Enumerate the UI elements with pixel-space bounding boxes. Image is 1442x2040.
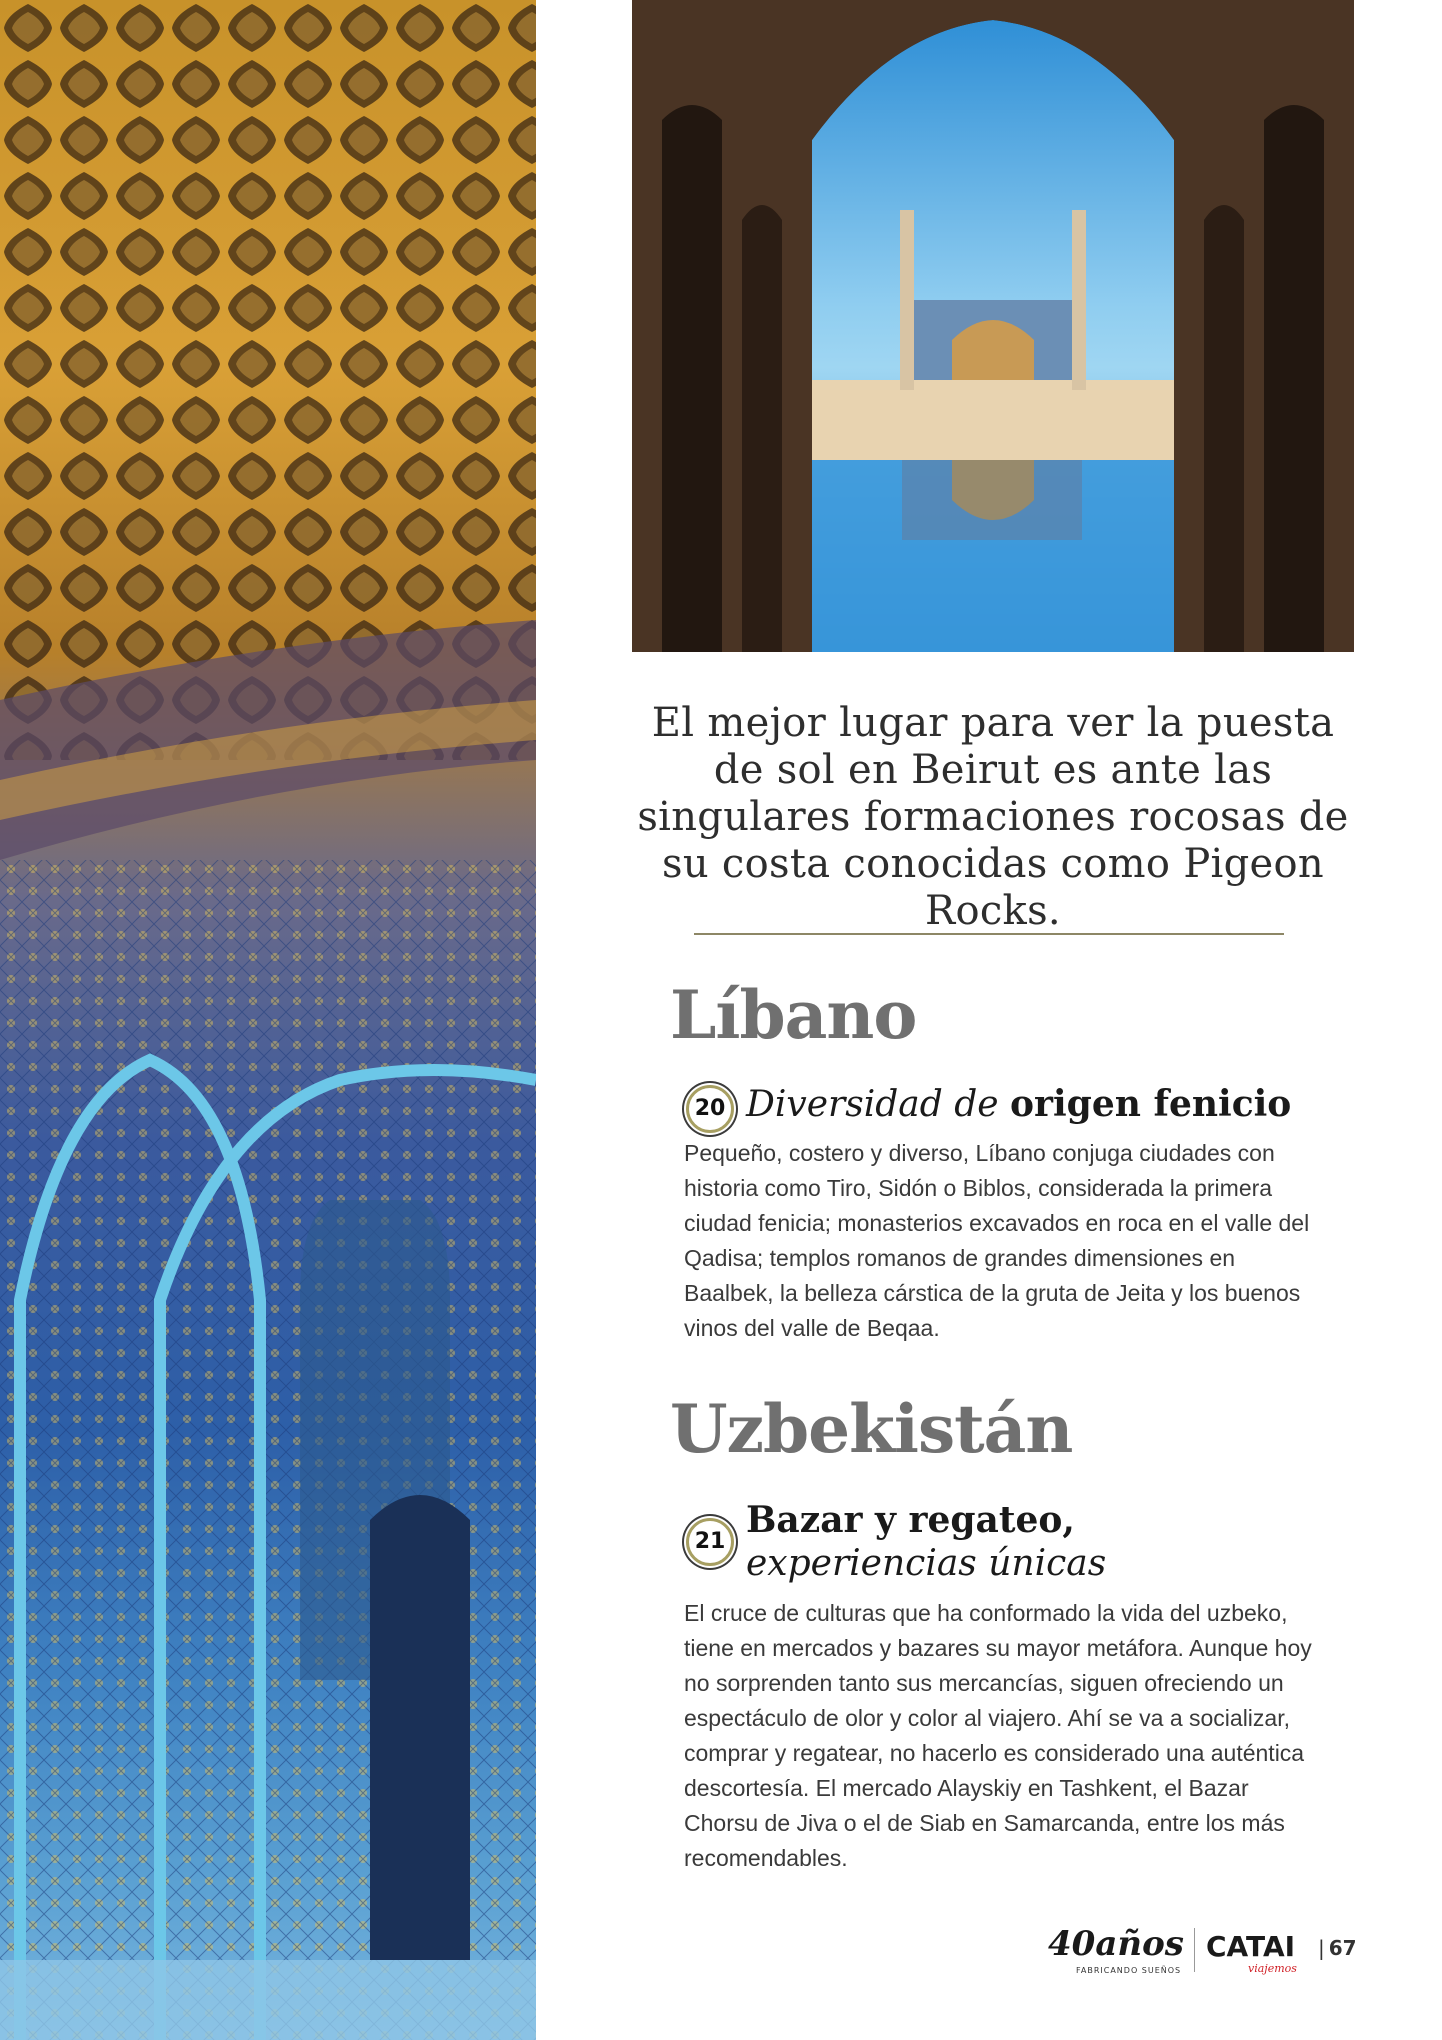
item-number-badge: 20 — [686, 1085, 734, 1133]
subtitle-italic: Diversidad de — [746, 1084, 999, 1125]
footer — [1048, 1924, 1368, 1984]
item-number-badge: 21 — [686, 1518, 734, 1566]
catai-logo: CATAI — [1206, 1930, 1296, 1963]
country-heading-uzbekistan: Uzbekistán — [670, 1390, 1073, 1468]
logo-separator — [1194, 1928, 1195, 1972]
mosque-arch-reflection-photo — [632, 0, 1354, 652]
subtitle-italic: experiencias únicas — [746, 1543, 1107, 1584]
section-subtitle — [746, 1498, 1106, 1586]
pull-quote: El mejor lugar para ver la puesta de sol en Beirut es ante las singulares formaciones rocosas de su costa conocidas como Pigeon Rocks. — [637, 700, 1349, 934]
page-number: | 67 — [1318, 1936, 1357, 1960]
country-heading-libano: Líbano — [670, 976, 917, 1054]
anniversary-tagline: FABRICANDO SUEÑOS — [1076, 1966, 1182, 1975]
section-body-text: El cruce de culturas que ha conformado la vida del uzbeko, tiene en mercados y bazares su mayor metáfora. Aunque hoy no sorprenden tanto sus mercancías, siguen ofreciendo un espectáculo de olor y color al viajero. Ahí se va a socializar, comprar y regatear, no hacerlo es considerado una auténtica descortesía. El mercado Alayskiy en Tashkent, el Bazar Chorsu de Jiva o el de Siab en Samarcanda, entre los más recomendables. — [684, 1600, 1312, 1871]
subtitle-bold: origen fenicio — [1010, 1083, 1292, 1125]
subtitle-bold: Bazar y regateo, — [746, 1499, 1075, 1541]
section-body-text: Pequeño, costero y diverso, Líbano conjuga ciudades con historia como Tiro, Sidón o Biblos, considerada la primera ciudad fenicia; monasterios excavados en roca en el valle del Qadisa; templos romanos de grandes dimensiones en Baalbek, la belleza cárstica de la gruta de Jeita y los buenos vinos del valle de Beqaa. — [684, 1140, 1310, 1341]
anniversary-logo: 40años — [1048, 1924, 1184, 1964]
catai-logo-subtitle: viajemos — [1248, 1962, 1297, 1975]
section-subtitle — [746, 1082, 1291, 1127]
mosque-dome-photo — [0, 0, 536, 2040]
divider-line — [694, 933, 1284, 935]
